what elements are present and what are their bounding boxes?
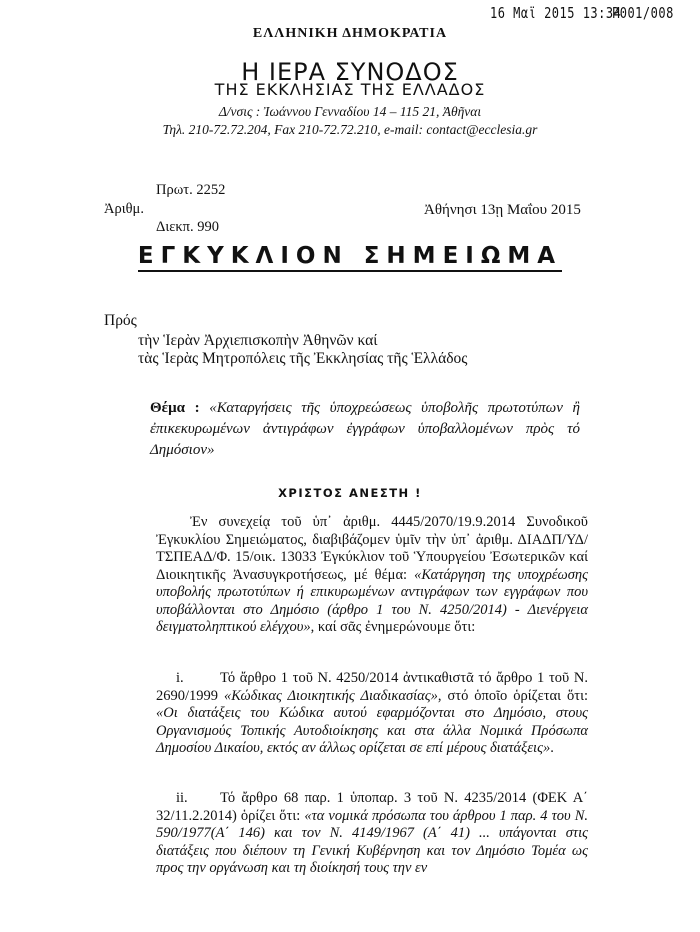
fax-page-number: P001/008	[612, 4, 674, 22]
church-heading: ΤΗΣ ΕΚΚΛΗΣΙΑΣ ΤΗΣ ΕΛΛΑΔΟΣ	[214, 80, 486, 99]
arithm-label: Ἀριθμ.	[104, 201, 144, 217]
protocol-label: Πρωτ.	[156, 182, 193, 198]
item-2-text: Τό ἄρθρο 68 παρ. 1 ὑποπαρ. 3 τοῦ Ν. 4235/2014 (ΦΕΚ Α΄ 32/11.2.2014) ὁρίζει ὅτι:	[156, 790, 588, 824]
item-2-quote: «τα νομικά πρόσωπα του άρθρου 1 παρ. 4 του Ν. 590/1977(Α΄ 146) και τον Ν. 4149/1967 (Α΄ 41) ... υπάγονται στις διατάξεις που διέπουν τη Γενική Κυβέρνηση και τον Δημόσιο Τομέα ως προς την οργάνωση και τη διοίκησή τους την εν	[156, 807, 589, 876]
synod-heading: Η ΙΕΡΑ ΣΥΝΟΔΟΣ	[241, 58, 459, 86]
protocol-value: 2252	[196, 182, 226, 198]
fax-timestamp: 16 Μαϊ 2015 13:34	[490, 4, 622, 22]
body-intro-end: , καί σᾶς ἐνημερώνουμε ὅτι:	[310, 619, 476, 635]
easter-greeting: ΧΡΙΣΤΟΣ ΑΝΕΣΤΗ !	[278, 486, 422, 500]
item-1-code-title: «Κώδικας Διοικητικής Διαδικασίας»	[224, 687, 438, 704]
item-1-mid: , στό ὁποῖο ὁρίζεται ὅτι:	[437, 687, 588, 704]
document-title	[0, 243, 700, 269]
contact-line: Τηλ. 210-72.72.204, Fax 210-72.72.210, e-mail: contact@ecclesia.gr	[162, 122, 538, 137]
item-2-number: ii.	[176, 790, 188, 806]
dispatch-number	[156, 219, 219, 236]
republic-heading: ΕΛΛΗΝΙΚΗ ΔΗΜΟΚΡΑΤΙΑ	[252, 26, 448, 41]
address-line: Δ/νσις : Ἰωάννου Γενναδίου 14 – 115 21, Ἀθῆναι	[218, 104, 482, 119]
dispatch-label: Διεκπ.	[156, 219, 194, 235]
item-1-quote: «Οι διατάξεις του Κώδικα αυτού εφαρμόζονται στο Δημόσιο, στους Οργανισμούς Τοπικής Αυτοδιοίκησης και στα άλλα Νομικά Πρόσωπα Δημοσίου Δικαίου, εκτός αν άλλως ορίζεται σε επί μέρους διατάξεις»	[156, 705, 588, 756]
document-date: Ἀθήνησι 13ῃ Μαΐου 2015	[424, 202, 581, 218]
body-intro-text: Ἐν συνεχείᾳ τοῦ ὑπ᾽ ἀριθμ. 4445/2070/19.9.2014 Συνοδικοῦ Ἐγκυκλίου Σημειώματος, διαβιβάζομεν ὑμῖν τὴν ὑπ᾽ ἀριθμ. ΔΙΑΔΠ/ΥΔ/ΤΣΠΕΑΔ/Φ. 15/οικ. 13033 Ἐγκύκλιον τοῦ Ὑπουργείου Ἐσωτερικῶν καί Διοικητικῆς Ἀνασυγκροτήσεως, μέ θέμα:	[156, 514, 588, 583]
recipients-label: Πρός	[104, 312, 137, 329]
subject-label: Θέμα :	[150, 400, 200, 416]
item-1-end: .	[550, 740, 554, 756]
subject-text: «Καταργήσεις τῆς ὑποχρεώσεως ὑποβολῆς πρωτοτύπων ἢ ἐπικεκυρωμένων ἀντιγράφων ἐγγράφων ὑποβαλλομένων πρὸς τό Δημόσιον»	[150, 400, 580, 458]
body-intro-quote: «Κατάργηση της υποχρέωσης υποβολής πρωτοτύπων ή επικυρωμένων αντιγράφων των εγγράφων που υποβάλλονται στο Δημόσιο (άρθρο 1 του Ν. 4250/2014) - Διενέργεια δειγματοληπτικού ελέγχου»	[156, 566, 589, 635]
recipient-line-1: τὴν Ἱερὰν Ἀρχιεπισκοπὴν Ἀθηνῶν καί	[138, 332, 378, 349]
dispatch-value: 990	[197, 219, 219, 235]
document-title-text: ΕΓΚΥΚΛΙΟΝ ΣΗΜΕΙΩΜΑ	[138, 243, 562, 272]
body-item-1	[156, 670, 588, 758]
body-item-2	[156, 790, 588, 878]
body-intro	[156, 514, 588, 637]
protocol-number	[156, 182, 225, 199]
item-1-number: i.	[176, 670, 184, 686]
subject-block	[150, 398, 580, 461]
recipient-line-2: τὰς Ἱερὰς Μητροπόλεις τῆς Ἐκκλησίας τῆς Ἑλλάδος	[138, 350, 468, 367]
item-1-text: Τό ἄρθρο 1 τοῦ Ν. 4250/2014 ἀντικαθιστᾶ τό ἄρθρο 1 τοῦ Ν. 2690/1999	[156, 670, 588, 704]
